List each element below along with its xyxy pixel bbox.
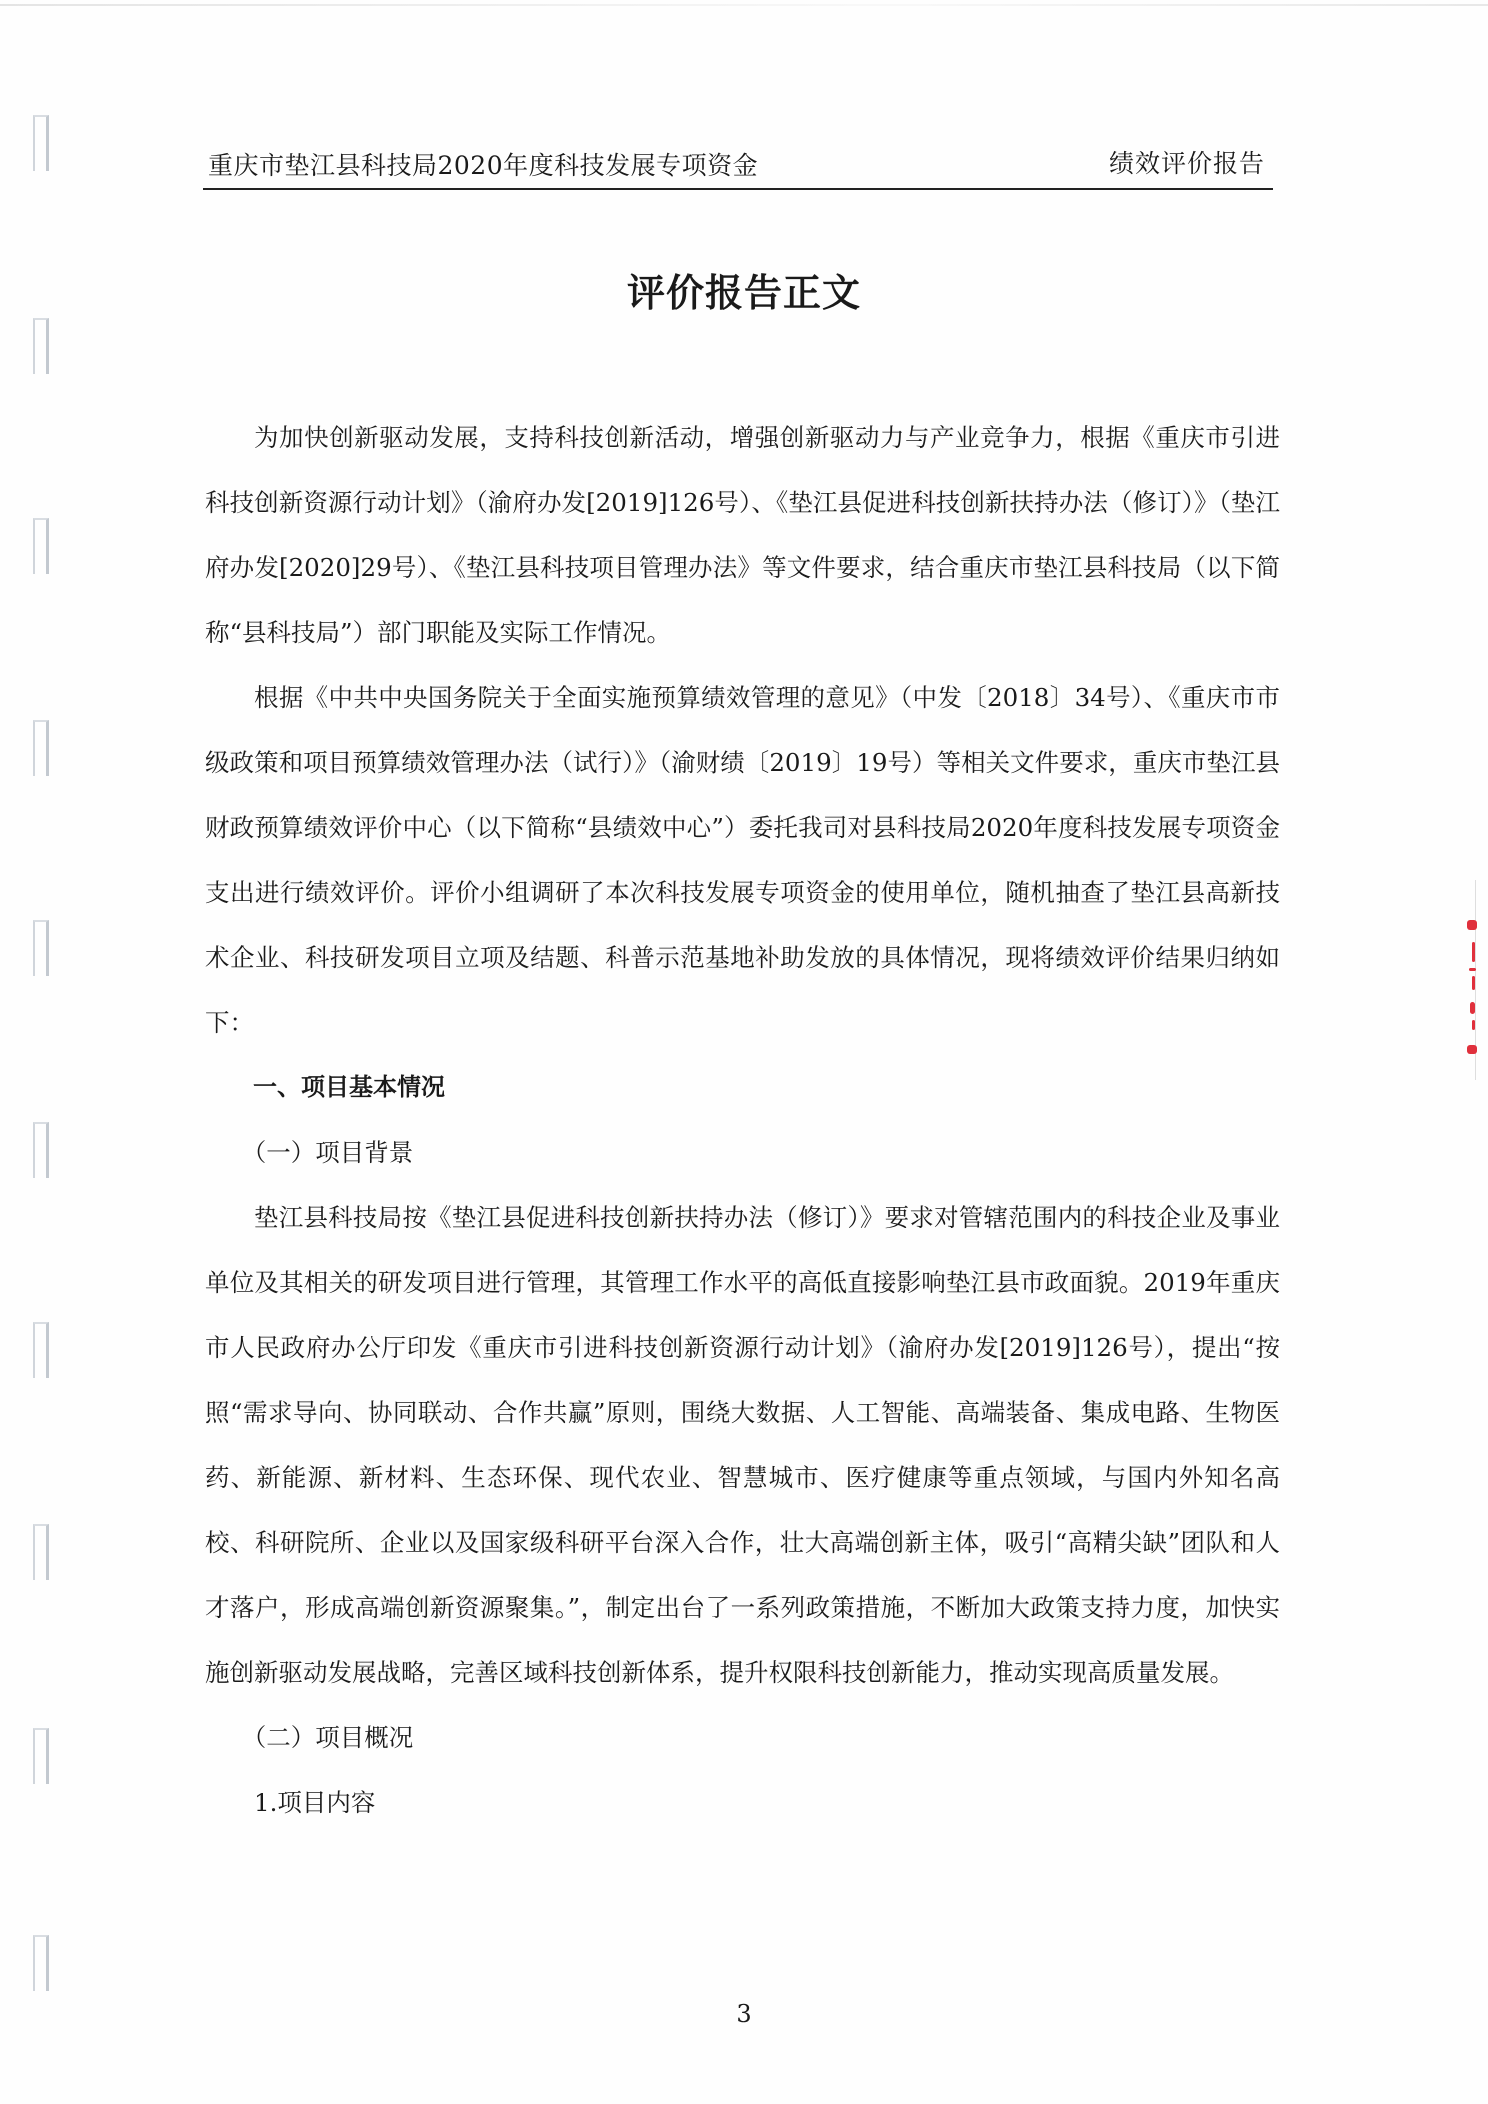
- binding-hole-mark: [33, 518, 49, 574]
- header-report-type: 绩效评价报告: [1108, 149, 1265, 178]
- intro-paragraph-2: 根据《中共中央国务院关于全面实施预算绩效管理的意见》（中发〔2018〕34号）、《重庆市市级政策和项目预算绩效管理办法（试行）》（渝财绩〔2019〕19号）等相关文件要求，重庆市垫江县财政预算绩效评价中心（以下简称“县绩效中心”）委托我司对县科技局2020年度科技发展专项资金支出进行绩效评价。评价小组调研了本次科技发展专项资金的使用单位，随机抽查了垫江县高新技术企业、科技研发项目立项及结题、科普示范基地补助发放的具体情况，现将绩效评价结果归纳如下：: [205, 683, 1280, 1037]
- binding-hole-mark: [33, 1122, 49, 1178]
- binding-hole-mark: [33, 1728, 49, 1784]
- section-heading-project-basics: 一、项目基本情况: [253, 1073, 445, 1101]
- intro-paragraph-1: 为加快创新驱动发展，支持科技创新活动，增强创新驱动力与产业竞争力，根据《重庆市引进科技创新资源行动计划》（渝府办发[2019]126号）、《垫江县促进科技创新扶持办法（修订）》（垫江府办发[2020]29号）、《垫江县科技项目管理办法》等文件要求，结合重庆市垫江县科技局（以下简称“县科技局”）部门职能及实际工作情况。: [205, 423, 1280, 647]
- document-body: [205, 405, 1280, 1835]
- red-seal-fragment: [1467, 920, 1481, 1060]
- item-heading-project-content: 1.项目内容: [254, 1788, 376, 1817]
- binding-hole-mark: [33, 1524, 49, 1580]
- page-number: 3: [736, 2000, 752, 2028]
- binding-hole-mark: [33, 318, 49, 374]
- binding-hole-mark: [33, 1322, 49, 1378]
- subsection-heading-overview: （二）项目概况: [241, 1723, 414, 1752]
- background-paragraph: 垫江县科技局按《垫江县促进科技创新扶持办法（修订）》要求对管辖范围内的科技企业及事业单位及其相关的研发项目进行管理，其管理工作水平的高低直接影响垫江县市政面貌。2019年重庆市人民政府办公厅印发《重庆市引进科技创新资源行动计划》（渝府办发[2019]126号），提出“按照“需求导向、协同联动、合作共赢”原则，围绕大数据、人工智能、高端装备、集成电路、生物医药、新能源、新材料、生态环保、现代农业、智慧城市、医疗健康等重点领域，与国内外知名高校、科研院所、企业以及国家级科研平台深入合作，壮大高端创新主体，吸引“高精尖缺”团队和人才落户，形成高端创新资源聚集。”，制定出台了一系列政策措施，不断加大政策支持力度，加快实施创新驱动发展战略，完善区域科技创新体系，提升权限科技创新能力，推动实现高质量发展。: [205, 1203, 1280, 1687]
- scan-edge-artifact: [0, 4, 1488, 6]
- binding-hole-mark: [33, 1935, 49, 1991]
- subsection-heading-background: （一）项目背景: [241, 1138, 414, 1167]
- document-title: 评价报告正文: [626, 271, 861, 315]
- binding-hole-mark: [33, 720, 49, 776]
- running-header: [203, 142, 1273, 190]
- binding-hole-mark: [33, 115, 49, 171]
- header-project-name: 重庆市垫江县科技局2020年度科技发展专项资金: [208, 151, 759, 180]
- binding-hole-mark: [33, 920, 49, 976]
